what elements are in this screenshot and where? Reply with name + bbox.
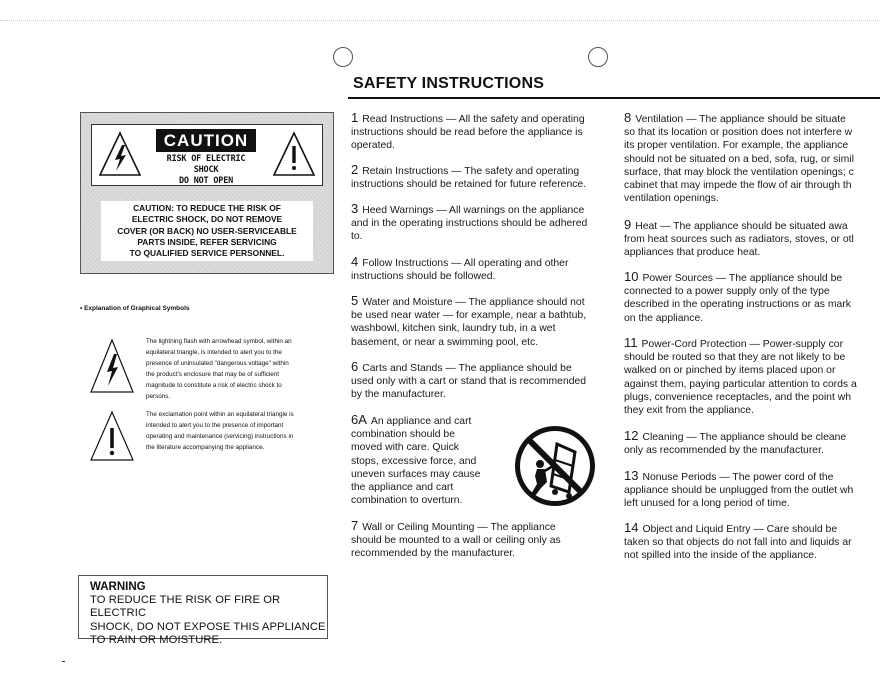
page-title: SAFETY INSTRUCTIONS [353,75,545,92]
warning-box [78,575,328,647]
instruction-item-5: 5 Water and Moisture — The appliance should not be used near water — for example, near a bathtub, washbowl, kitchen sink, laundry tub, in a wet basement, or near a swimming pool, etc. [351,293,587,348]
instruction-item-14: 14 Object and Liquid Entry — Care should be taken so that objects do not fall into and liquids ar not spilled into the inside of the appliance. [624,521,852,562]
instruction-item-2: 2 Retain Instructions — The safety and operating instructions should be retained for future reference. [351,162,587,191]
caution-word: CAUTION [156,129,256,152]
binder-hole [588,47,608,67]
scan-mark [62,661,65,662]
warning-line: TO REDUCE THE RISK OF FIRE OR ELECTRIC [90,594,281,620]
instruction-item-7: 7 Wall or Ceiling Mounting — The appliance should be mounted to a wall or ceiling only as recommended by the manufacturer. [351,518,561,560]
symbols-heading: • Explanation of Graphical Symbols [80,305,190,312]
caution-text-line: ELECTRIC SHOCK, DO NOT REMOVE [131,214,283,225]
caution-sub-line2: DO NOT OPEN [178,176,234,186]
exclamation-warning-icon [272,131,316,177]
instruction-item-6: 6 Carts and Stands — The appliance should be used only with a cart or stand that is recommended by the manufacturer. [351,359,587,401]
warning-title: WARNING [90,581,146,593]
binder-hole [333,47,353,67]
instruction-item-3: 3 Heed Warnings — All warnings on the appliance and in the operating instructions should be adhered to. [351,201,588,243]
instruction-item-10: 10 Power Sources — The appliance should be connected to a power supply only of the type described in the operating instructions or as mark on the appliance. [624,270,851,324]
top-scan-line [0,20,880,21]
exclamation-symbol-icon [89,410,135,462]
instruction-item-6a: 6A An appliance and cart combination should be moved with care. Quick stops, excessive force, and uneven surfaces may cause the appliance and cart combination to overturn. [351,412,481,507]
caution-text-line: TO QUALIFIED SERVICE PERSONNEL. [129,248,285,259]
instruction-item-9: 9 Heat — The appliance should be situated awa from heat sources such as radiators, stoves, or otl appliances that produce heat. [624,218,854,259]
caution-text [101,201,313,261]
instruction-item-11: 11 Power-Cord Protection — Power-supply cor should be routed so that they are not likely to be walked on or pinched by items placed upon or against them, paying particular attention to cords a plugs, convenience receptacles, and the point wh they exit from the appliance. [624,336,857,417]
instruction-item-13: 13 Nonuse Periods — The power cord of the appliance should be unplugged from the outlet wh left unused for a long period of time. [624,469,854,510]
lightning-warning-icon [98,131,142,177]
caution-text-line: COVER (OR BACK) NO USER-SERVICEABLE [117,225,297,236]
caution-sub-line1: RISK OF ELECTRIC SHOCK [166,154,246,175]
cart-warning-icon [509,422,601,515]
title-rule [348,97,880,99]
warning-line: TO RAIN OR MOISTURE. [90,634,223,647]
caution-label [152,129,260,187]
lightning-symbol-icon [89,338,135,394]
caution-panel [80,112,334,274]
warning-line: SHOCK, DO NOT EXPOSE THIS APPLIANCE [90,620,326,633]
lightning-symbol-text: The lightning flash with arrowhead symbol, within an equilateral triangle, is intended to alert you to the presence of uninsulated "dangerous voltage" within the product's enclosure that may be of sufficient magnitude to constitute a risk of electric shock to persons. [146,338,292,400]
instruction-item-1: 1 Read Instructions — All the safety and operating instructions should be read before the appliance is operated. [351,110,585,152]
instruction-item-8: 8 Ventilation — The appliance should be situate so that its location or position does not interfere w its proper ventilation. For example, the appliance should not be situated on a bed, sofa, rug, or simil surface, that may block the ventilation openings; c cabinet that may impede the flow of air through th ventilation openings. [624,111,854,205]
instruction-item-4: 4 Follow Instructions — All operating and other instructions should be followed. [351,254,569,283]
caution-label-area [91,124,323,186]
caution-text-line: CAUTION: TO REDUCE THE RISK OF [133,203,281,213]
instruction-item-12: 12 Cleaning — The appliance should be cleane only as recommended by the manufacturer. [624,429,847,457]
caution-text-line: PARTS INSIDE, REFER SERVICING [137,236,277,247]
exclamation-symbol-text: The exclamation point within an equilateral triangle is intended to alert you to the presence of important operating and maintenance (servicing) instructions in the literature accompanying the appliance. [146,411,294,451]
